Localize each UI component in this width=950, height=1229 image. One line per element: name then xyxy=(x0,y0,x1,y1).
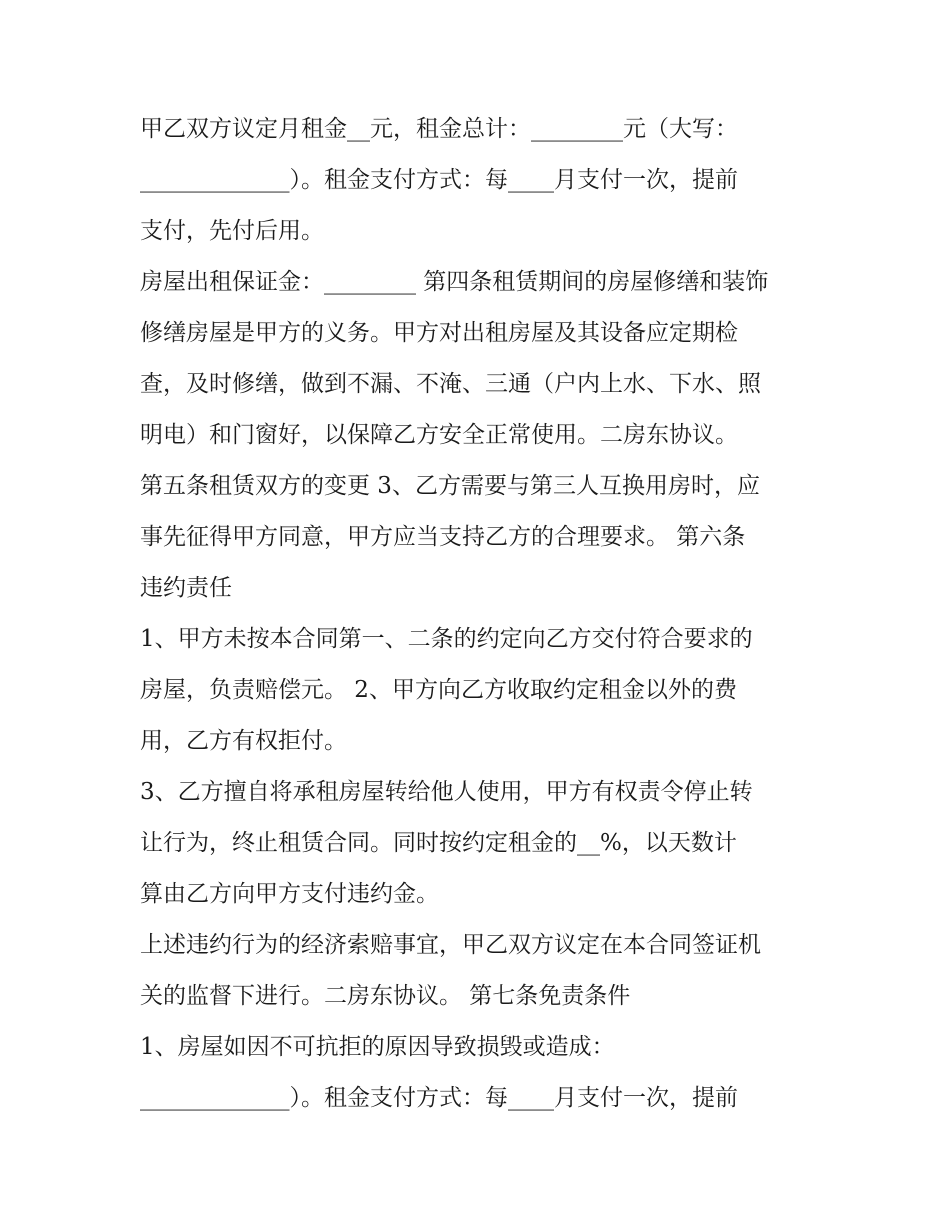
text-line: 第五条租赁双方的变更 3、乙方需要与第三人互换用房时，应 xyxy=(140,473,760,499)
text-line: 违约责任 xyxy=(140,575,232,601)
text-line: _____________）。租金支付方式：每____月支付一次，提前 xyxy=(140,1085,738,1111)
text-line: 支付，先付后用。 xyxy=(140,218,324,244)
document-body xyxy=(140,104,820,1124)
text-line: 查，及时修缮，做到不漏、不淹、三通（户内上水、下水、照 xyxy=(140,371,761,397)
text-line: 用，乙方有权拒付。 xyxy=(140,728,347,754)
text-line: 3、乙方擅自将承租房屋转给他人使用，甲方有权责令停止转 xyxy=(140,779,753,805)
text-line: 事先征得甲方同意，甲方应当支持乙方的合理要求。 第六条 xyxy=(140,524,746,550)
text-line: 上述违约行为的经济索赔事宜，甲乙双方议定在本合同签证机 xyxy=(140,932,761,958)
text-line: 关的监督下进行。二房东协议。 第七条免责条件 xyxy=(140,983,631,1009)
text-line: 让行为，终止租赁合同。同时按约定租金的__%，以天数计 xyxy=(140,830,737,856)
text-line: _____________）。租金支付方式：每____月支付一次，提前 xyxy=(140,167,738,193)
text-line: 明电）和门窗好，以保障乙方安全正常使用。二房东协议。 xyxy=(140,422,738,448)
text-line: 房屋，负责赔偿元。 2、甲方向乙方收取约定租金以外的费 xyxy=(140,677,737,703)
text-line: 1、房屋如因不可抗拒的原因导致损毁或造成： xyxy=(140,1034,615,1060)
text-line: 修缮房屋是甲方的义务。甲方对出租房屋及其设备应定期检 xyxy=(140,320,738,346)
text-line: 甲乙双方议定月租金__元，租金总计：________元（大写： xyxy=(140,116,738,142)
text-line: 1、甲方未按本合同第一、二条的约定向乙方交付符合要求的 xyxy=(140,626,753,652)
text-line: 房屋出租保证金：________ 第四条租赁期间的房屋修缮和装饰 xyxy=(140,269,769,295)
text-line: 算由乙方向甲方支付违约金。 xyxy=(140,881,439,907)
